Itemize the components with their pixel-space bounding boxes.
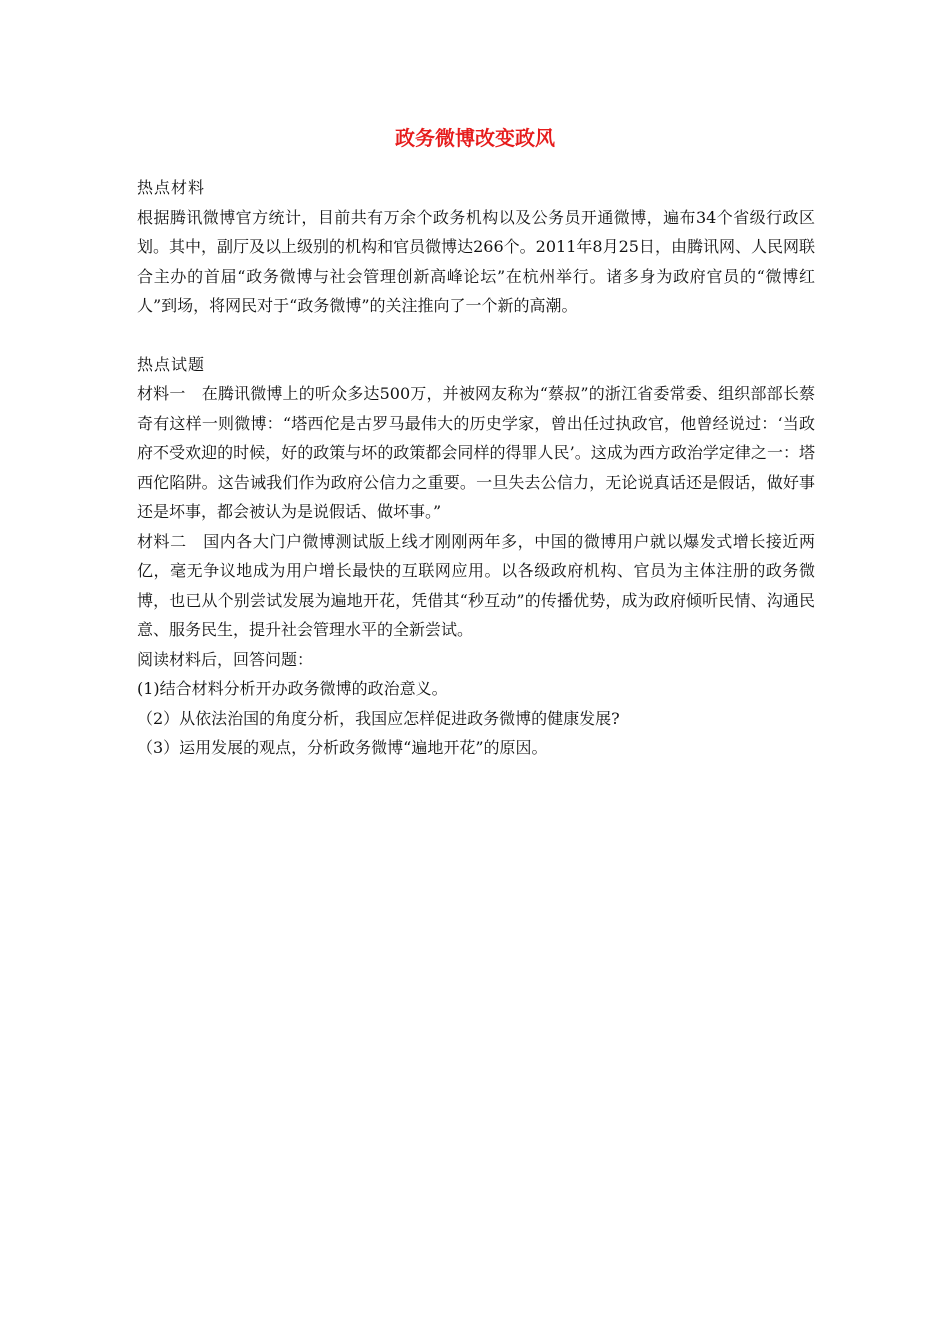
document-title: 政务微博改变政风 [395,126,555,150]
material-one-paragraph: 材料一 在腾讯微博上的听众多达500万，并被网友称为“蔡叔”的浙江省委常委、组织部部长蔡奇有这样一则微博：“塔西佗是古罗马最伟大的历史学家，曾出任过执政官，他曾经说过：‘当政府不受欢迎的时候，好的政策与坏的政策都会同样的得罪人民’。这成为西方政治学定律之一：塔西佗陷阱。这告诫我们作为政府公信力之重要。一旦失去公信力，无论说真话还是假话，做好事还是坏事，都会被认为是说假话、做坏事。” [137,384,815,521]
question-item: （3）运用发展的观点，分析政务微博“遍地开花”的原因。 [137,738,548,757]
question-item: (1)结合材料分析开办政务微博的政治意义。 [137,679,448,698]
material-two-paragraph: 材料二 国内各大门户微博测试版上线才刚刚两年多，中国的微博用户就以爆发式增长接近两亿，毫无争议地成为用户增长最快的互联网应用。以各级政府机构、官员为主体注册的政务微博，也已从个别尝试发展为遍地开花，凭借其“秒互动”的传播优势，成为政府倾听民情、沟通民意、服务民生，提升社会管理水平的全新尝试。 [137,531,815,639]
section-heading-hot-questions: 热点试题 [137,354,206,374]
question-item: （2）从依法治国的角度分析，我国应怎样促进政务微博的健康发展? [137,708,620,728]
reading-prompt: 阅读材料后，回答问题： [137,649,314,669]
hot-material-paragraph: 根据腾讯微博官方统计，目前共有万余个政务机构以及公务员开通微博，遍布34个省级行政区划。其中，副厅及以上级别的机构和官员微博达266个。2011年8月25日，由腾讯网、人民网联合主办的首届“政务微博与社会管理创新高峰论坛”在杭州举行。诸多身为政府官员的“微博红人”到场，将网民对于“政务微博”的关注推向了一个新的高潮。 [137,207,815,315]
document-body [137,173,815,763]
section-heading-hot-material: 热点材料 [137,178,206,197]
section-spacer [137,321,815,350]
